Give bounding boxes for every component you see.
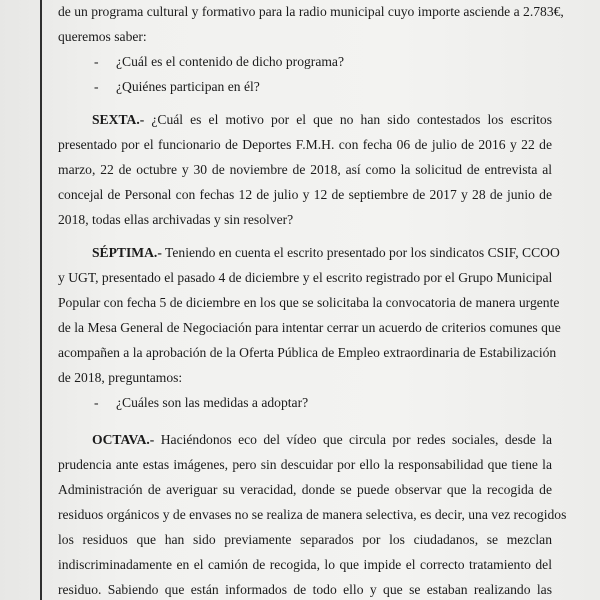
bullet-item [94, 395, 308, 411]
section-heading-septima: SÉPTIMA.- [92, 245, 162, 260]
bullet-text: ¿Cuál es el contenido de dicho programa? [116, 54, 344, 69]
paragraph-line: acompañen a la aprobación de la Oferta Pública de Empleo extraordinaria de Estabilización [58, 345, 557, 360]
paragraph-text: Teniendo en cuenta el escrito presentado por los sindicatos CSIF, CCOO [161, 245, 560, 260]
paragraph-line: y UGT, presentado el pasado 4 de diciembre y el escrito registrado por el Grupo Municipal [58, 270, 553, 285]
section-octava-first-line [92, 432, 552, 448]
paragraph-line: Administración de averiguar su veracidad, donde se puede observar que la recogida de [58, 482, 552, 497]
paragraph-line: concejal de Personal con fechas 12 de julio y 12 de septiembre de 2017 y 28 de junio de [58, 187, 552, 202]
paragraph-line: prudencia ante estas imágenes, pero sin descuidar por ello la responsabilidad que tiene la [58, 457, 552, 472]
paragraph-line: Popular con fecha 5 de diciembre en los que se solicitaba la convocatoria de manera urgente [58, 295, 560, 310]
paragraph-line: de un programa cultural y formativo para la radio municipal cuyo importe asciende a 2.783€, [58, 4, 564, 19]
paragraph-text: Haciéndonos eco del vídeo que circula por redes sociales, desde la [154, 432, 552, 447]
paragraph-line: 2018, todas ellas archivadas y sin resolver? [58, 212, 294, 227]
bullet-item [94, 79, 260, 95]
section-septima-first-line [92, 245, 560, 261]
paragraph-text: ¿Cuál es el motivo por el que no han sido contestados los escritos [144, 112, 552, 127]
bullet-dash: - [94, 395, 99, 410]
paragraph-line: marzo, 22 de octubre y 30 de noviembre de 2018, así como la solicitud de entrevista al [58, 162, 552, 177]
bullet-dash: - [94, 54, 99, 69]
left-margin-rule [40, 0, 42, 600]
section-heading-sexta: SEXTA.- [92, 112, 145, 127]
bullet-item [94, 54, 344, 70]
section-heading-octava: OCTAVA.- [92, 432, 155, 447]
paragraph-line: presentado por el funcionario de Deportes F.M.H. con fecha 06 de julio de 2016 y 22 de [58, 137, 552, 152]
paragraph-line: residuo. Sabiendo que están informados de todo ello y que se estaban realizando las [58, 582, 552, 597]
paragraph-line: queremos saber: [58, 29, 147, 44]
paragraph-line: residuos orgánicos y de envases no se realiza de manera selectiva, es decir, una vez recogidos [58, 507, 567, 522]
section-sexta-first-line [92, 112, 552, 128]
paragraph-line: de la Mesa General de Negociación para intentar cerrar un acuerdo de criterios comunes que [58, 320, 561, 335]
paragraph-line: los residuos que han sido previamente separados por los ciudadanos, se mezclan [58, 532, 552, 547]
bullet-dash: - [94, 79, 99, 94]
paragraph-line: indiscriminadamente en el camión de recogida, lo que impide el correcto tratamiento del [58, 557, 552, 572]
bullet-text: ¿Cuáles son las medidas a adoptar? [116, 395, 309, 410]
bullet-text: ¿Quiénes participan en él? [116, 79, 260, 94]
paragraph-line: de 2018, preguntamos: [58, 370, 183, 385]
